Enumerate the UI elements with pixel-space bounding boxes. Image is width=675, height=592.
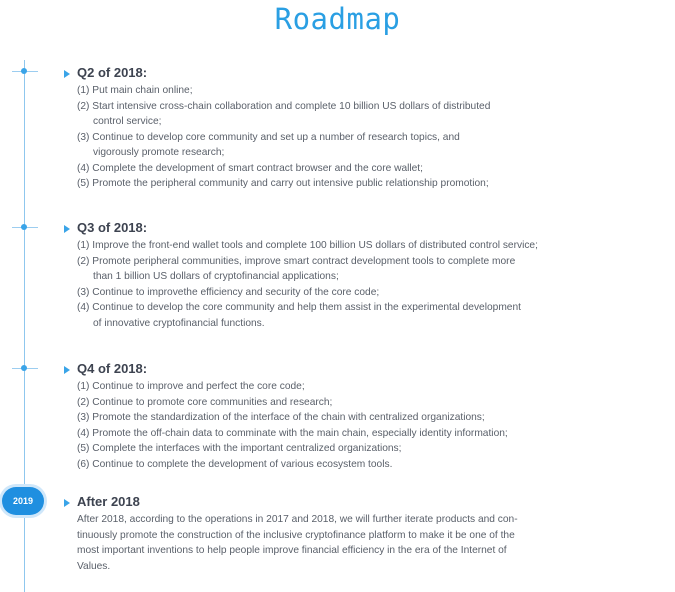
page-title: Roadmap	[274, 2, 401, 36]
after-2018-paragraph	[64, 512, 664, 574]
paragraph-line: tinuously promote the construction of the inclusive cryptofinance platform to make it be one of the	[77, 529, 515, 541]
roadmap-item: (4) Continue to develop the core community and help them assist in the experimental development	[77, 302, 521, 313]
paragraph-line: most important inventions to help people improve financial efficiency in the era of the Internet of	[77, 545, 507, 556]
timeline-node	[21, 68, 27, 74]
roadmap-item: (3) Promote the standardization of the interface of the chain with centralized organizations;	[77, 412, 485, 423]
timeline-node	[21, 224, 27, 230]
section-heading: Q2 of 2018:	[77, 65, 148, 80]
paragraph-line: After 2018, according to the operations in 2017 and 2018, we will further iterate products and con-	[77, 514, 518, 525]
roadmap-item: (3) Continue to improvethe efficiency and security of the core code;	[77, 286, 380, 298]
roadmap-item-continued: control service;	[93, 116, 162, 127]
roadmap-item: (5) Complete the interfaces with the important centralized organizations;	[77, 443, 402, 454]
roadmap-item: (4) Complete the development of smart contract browser and the core wallet;	[77, 162, 423, 174]
triangle-bullet-icon	[64, 499, 70, 507]
roadmap-item: (1) Continue to improve and perfect the core code;	[77, 381, 305, 392]
roadmap-item: (3) Continue to develop core community and set up a number of research topics, and	[77, 131, 460, 143]
triangle-bullet-icon	[64, 225, 70, 233]
roadmap-section-q4	[64, 361, 664, 472]
roadmap-item: (6) Continue to complete the development of various ecosystem tools.	[77, 458, 393, 470]
roadmap-item: (1) Improve the front-end wallet tools and complete 100 billion US dollars of distributed control service;	[77, 240, 538, 251]
roadmap-item: (2) Start intensive cross-chain collaboration and complete 10 billion US dollars of distributed	[77, 100, 491, 112]
roadmap-section-q2	[64, 65, 664, 192]
triangle-bullet-icon	[64, 70, 70, 78]
roadmap-item: (5) Promote the peripheral community and carry out intensive public relationship promotion;	[77, 178, 489, 189]
roadmap-item: (2) Promote peripheral communities, improve smart contract development tools to complete more	[77, 255, 516, 267]
roadmap-item: (4) Promote the off-chain data to comminate with the main chain, especially identity information;	[77, 427, 508, 439]
triangle-bullet-icon	[64, 366, 70, 374]
timeline-node	[21, 365, 27, 371]
roadmap-section-after-2018	[64, 494, 664, 574]
section-heading: Q3 of 2018:	[77, 220, 148, 235]
roadmap-section-q3	[64, 220, 664, 331]
roadmap-item: (2) Continue to promote core communities and research;	[77, 396, 333, 408]
roadmap-item-continued: vigorously promote research;	[93, 147, 225, 158]
paragraph-line: Values.	[77, 560, 111, 572]
section-heading: Q4 of 2018:	[77, 361, 148, 376]
year-badge: 2019	[2, 487, 44, 515]
roadmap-item-continued: of innovative cryptofinancial functions.	[93, 317, 265, 329]
roadmap-item: (1) Put main chain online;	[77, 85, 193, 96]
section-heading: After 2018	[77, 494, 140, 509]
roadmap-item-continued: than 1 billion US dollars of cryptofinancial applications;	[93, 271, 339, 282]
